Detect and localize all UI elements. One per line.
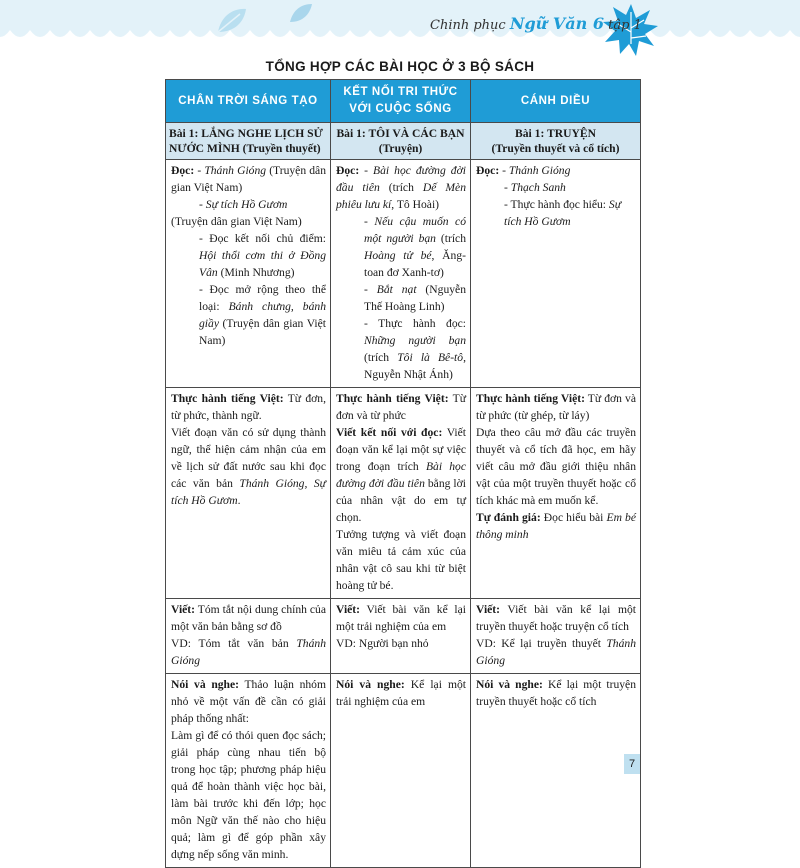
lesson-title: Bài 1: TRUYỆN bbox=[515, 127, 596, 140]
header-highlight: Ngữ Văn 6 bbox=[509, 14, 604, 33]
writing-row bbox=[166, 599, 641, 674]
lesson-cell bbox=[331, 123, 471, 160]
lesson-genre: (Truyện) bbox=[378, 142, 423, 155]
table-cell: Đọc: - Thánh Gióng - Thạch Sanh - Thực hành đọc hiểu: Sự tích Hồ Gươm bbox=[471, 160, 641, 388]
lesson-title: Bài 1: TÔI VÀ CÁC BẠN bbox=[336, 127, 465, 140]
vietnamese-practice-row bbox=[166, 388, 641, 599]
top-decor-band bbox=[0, 0, 800, 46]
lesson-row bbox=[166, 123, 641, 160]
lesson-cell bbox=[471, 123, 641, 160]
leaf-icon bbox=[215, 6, 249, 36]
lesson-genre: (Truyền thuyết và cổ tích) bbox=[491, 142, 620, 155]
row-label: Thực hành tiếng Việt: bbox=[336, 392, 449, 405]
header-suffix: tập 1 bbox=[608, 18, 642, 33]
table-cell: Nói và nghe: Thảo luận nhóm nhỏ về một vấn đề cần có giải pháp thống nhất: Làm gì để có thói quen đọc sách; giải pháp cùng nhau tiến bộ trong học tập; phương pháp hiệu quả để hoàn thành việc học bài, làm bài trước khi đến lớp; học môn Ngữ văn thế nào cho hiệu quả; làm gì để góp phần xây dựng nếp sống văn minh. bbox=[166, 674, 331, 868]
reading-row bbox=[166, 160, 641, 388]
table-cell: Thực hành tiếng Việt: Từ đơn và từ phức (từ ghép, từ láy) Dựa theo câu mở đầu các truyền thuyết và cổ tích đã học, em hãy viết câu mở đầu giới thiệu nhân vật của một truyền thuyết hoặc cổ tích khác mà em muốn kể. Tự đánh giá: Đọc hiểu bài Em bé thông minh bbox=[471, 388, 641, 599]
row-label: Tự đánh giá: bbox=[476, 511, 541, 524]
scallop-border bbox=[0, 30, 800, 46]
table-cell: Viết: Tóm tắt nội dung chính của một văn bản bằng sơ đồ VD: Tóm tắt văn bản Thánh Gióng bbox=[166, 599, 331, 674]
table-header-row bbox=[166, 80, 641, 123]
row-label: Đọc: bbox=[171, 164, 195, 177]
row-label: Thực hành tiếng Việt: bbox=[476, 392, 585, 405]
row-label: Nói và nghe: bbox=[171, 678, 240, 691]
column-header: CHÂN TRỜI SÁNG TẠO bbox=[166, 80, 331, 123]
row-label: Viết kết nối với đọc: bbox=[336, 426, 443, 439]
book-header bbox=[430, 14, 642, 33]
row-label: Viết: bbox=[336, 603, 361, 616]
row-label: Thực hành tiếng Việt: bbox=[171, 392, 284, 405]
lessons-table bbox=[165, 79, 641, 868]
table-cell: Thực hành tiếng Việt: Từ đơn và từ phức Viết kết nối với đọc: Viết đoạn văn kể lại một sự việc trong đoạn trích Bài học đường đời đầu tiên bằng lời của nhân vật do em tự chọn. Tưởng tượng và viết đoạn văn miêu tả cảm xúc của nhân vật cô sau khi từ biệt hoàng tử bé. bbox=[331, 388, 471, 599]
page-number: 7 bbox=[624, 754, 640, 774]
table-cell: Thực hành tiếng Việt: Từ đơn, từ phức, thành ngữ. Viết đoạn văn có sử dụng thành ngữ, thể hiện cảm nhận của em về lịch sử đất nước sau khi đọc các văn bản Thánh Gióng, Sự tích Hồ Gươm. bbox=[166, 388, 331, 599]
page-title: TỔNG HỢP CÁC BÀI HỌC Ở 3 BỘ SÁCH bbox=[265, 59, 535, 74]
leaf-icon bbox=[288, 2, 314, 24]
row-label: Viết: bbox=[171, 603, 196, 616]
column-header: CÁNH DIỀU bbox=[471, 80, 641, 123]
row-label: Nói và nghe: bbox=[476, 678, 543, 691]
table-cell: Đọc: - Bài học đường đời đầu tiên (trích Dế Mèn phiêu lưu kí, Tô Hoài) - Nếu cậu muốn có một người bạn (trích Hoàng tử bé, Ăng-toan đơ Xanh-tơ) - Bắt nạt (Nguyễn Thế Hoàng Linh) - Thực hành đọc: Những người bạn (trích Tôi là Bê-tô, Nguyễn Nhật Ánh) bbox=[331, 160, 471, 388]
table-cell: Viết: Viết bài văn kể lại một truyền thuyết hoặc truyện cổ tích VD: Kể lại truyền thuyết Thánh Gióng bbox=[471, 599, 641, 674]
table-cell: Đọc: - Thánh Gióng (Truyện dân gian Việt Nam) - Sự tích Hồ Gươm (Truyện dân gian Việt Nam) - Đọc kết nối chủ điểm: Hội thổi cơm thi ở Đồng Vân (Minh Nhương) - Đọc mở rộng theo thể loại: Bánh chưng, bánh giầy (Truyện dân gian Việt Nam) bbox=[166, 160, 331, 388]
speaking-row bbox=[166, 674, 641, 868]
table-cell: Viết: Viết bài văn kể lại một trải nghiệm của em VD: Người bạn nhỏ bbox=[331, 599, 471, 674]
row-label: Đọc: bbox=[336, 164, 360, 177]
header-prefix: Chinh phục bbox=[430, 18, 506, 33]
row-label: Viết: bbox=[476, 603, 501, 616]
table-cell: Nói và nghe: Kể lại một truyện truyền thuyết hoặc cổ tích bbox=[471, 674, 641, 868]
lesson-cell: Bài 1: LẮNG NGHE LỊCH SỬ NƯỚC MÌNH (Truyền thuyết) bbox=[166, 123, 331, 160]
row-label: Đọc: bbox=[476, 164, 500, 177]
row-label: Nói và nghe: bbox=[336, 678, 405, 691]
table-cell: Nói và nghe: Kể lại một trải nghiệm của em bbox=[331, 674, 471, 868]
column-header: KẾT NỐI TRI THỨC VỚI CUỘC SỐNG bbox=[331, 80, 471, 123]
